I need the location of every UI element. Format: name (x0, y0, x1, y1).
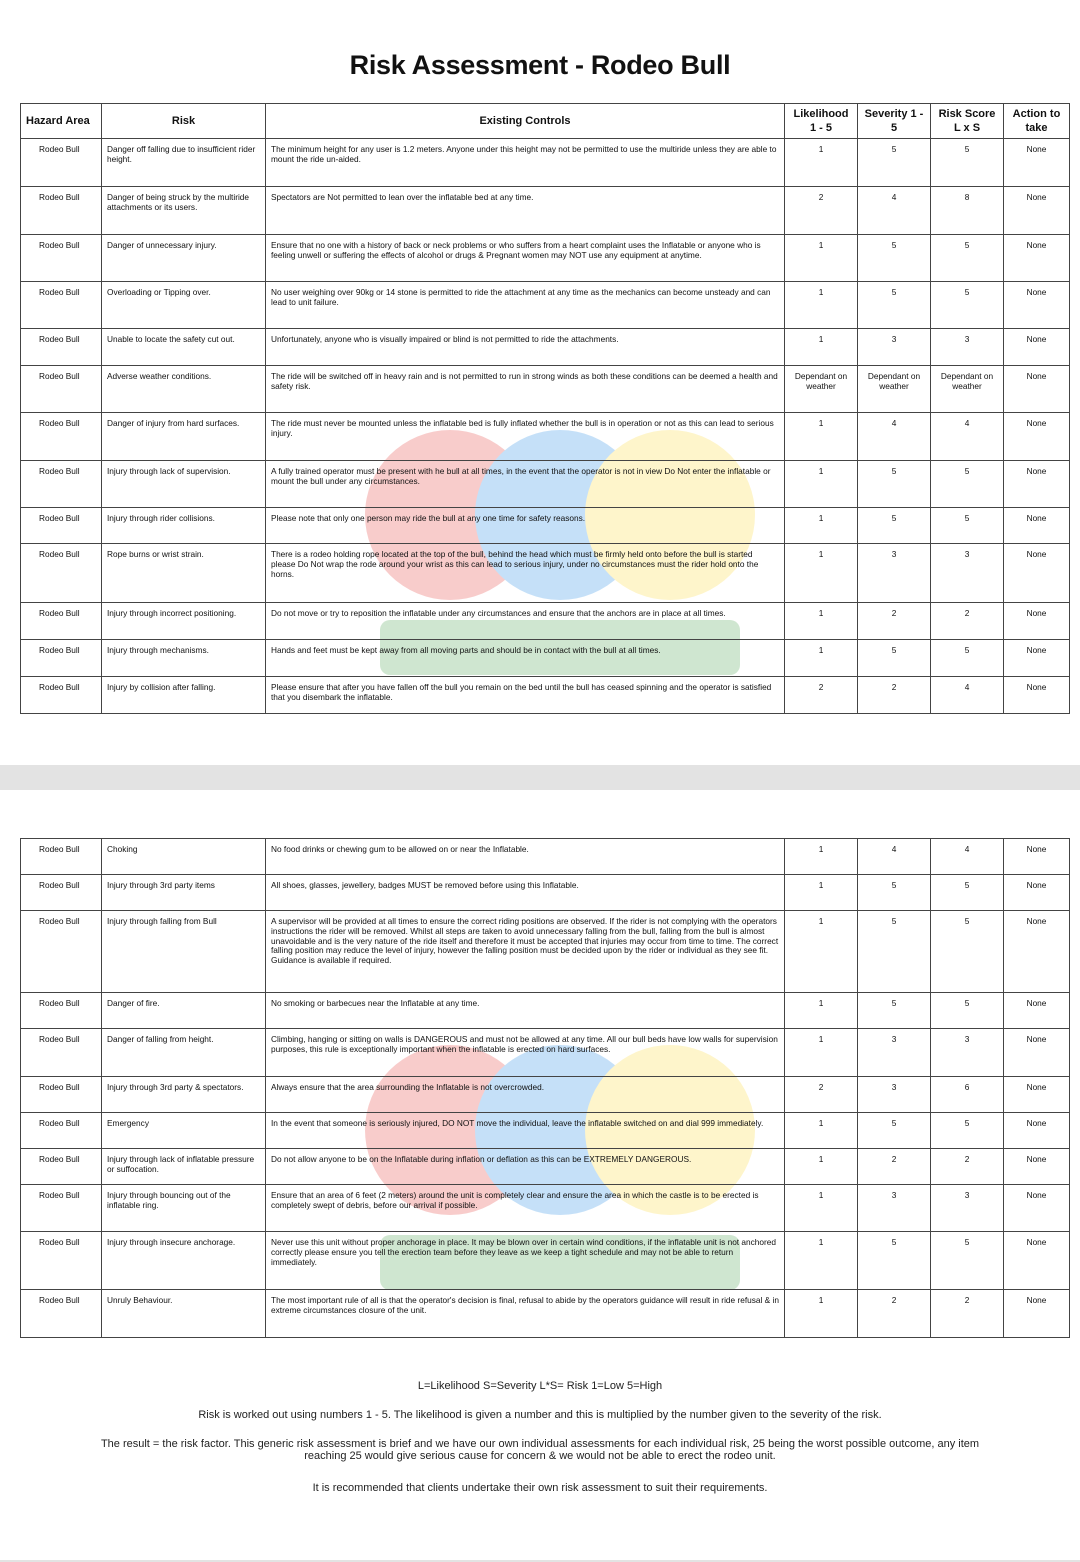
hazard-area-cell: Rodeo Bull (21, 413, 102, 461)
table-row (21, 1077, 1070, 1113)
risk-score-cell: 5 (931, 911, 1004, 993)
table-row (21, 366, 1070, 413)
controls-cell: The ride must never be mounted unless the inflatable bed is fully inflated whether the bull is in operation or not as this can lead to serious injury. (266, 413, 785, 461)
risk-table-body (21, 139, 1070, 714)
risk-cell: Injury through 3rd party & spectators. (102, 1077, 266, 1113)
likelihood-cell: 1 (785, 1149, 858, 1185)
risk-score-cell: 5 (931, 993, 1004, 1029)
action-cell: None (1004, 640, 1070, 677)
risk-cell: Danger of being struck by the multiride attachments or its users. (102, 187, 266, 235)
table-row (21, 461, 1070, 508)
risk-score-cell: 8 (931, 187, 1004, 235)
table-row (21, 839, 1070, 875)
risk-cell: Danger off falling due to insufficient rider height. (102, 139, 266, 187)
action-cell: None (1004, 677, 1070, 714)
likelihood-cell: 1 (785, 1185, 858, 1232)
severity-cell: 3 (858, 1077, 931, 1113)
likelihood-cell: 1 (785, 139, 858, 187)
table-row (21, 544, 1070, 603)
likelihood-cell: 1 (785, 235, 858, 282)
controls-cell: Never use this unit without proper anchorage in place. It may be blown over in certain wind conditions, if the inflatable unit is not anchored correctly please ensure you tell the erection team before they leave as we keep a tight schedule and may not be able to return immediately. (266, 1232, 785, 1290)
controls-cell: The minimum height for any user is 1.2 meters. Anyone under this height may not be permitted to use the multiride unless they are able to mount the ride un-aided. (266, 139, 785, 187)
severity-cell: 5 (858, 911, 931, 993)
risk-score-cell: 5 (931, 1113, 1004, 1149)
page-title: Risk Assessment - Rodeo Bull (349, 50, 731, 80)
table-row (21, 993, 1070, 1029)
action-cell: None (1004, 1185, 1070, 1232)
table-row (21, 1113, 1070, 1149)
risk-cell: Unable to locate the safety cut out. (102, 329, 266, 366)
controls-cell: No smoking or barbecues near the Inflatable at any time. (266, 993, 785, 1029)
controls-cell: There is a rodeo holding rope located at the top of the bull, behind the head which must be firmly held onto before the bull is started please Do Not wrap the rode around your wrist as this can lead to serious injury, under no circumstances must the rider hold onto the horns. (266, 544, 785, 603)
severity-cell: 3 (858, 544, 931, 603)
risk-table-page-2 (20, 838, 1070, 1338)
risk-table-body (21, 839, 1070, 1338)
severity-cell: 5 (858, 461, 931, 508)
action-cell: None (1004, 1232, 1070, 1290)
severity-cell: 5 (858, 875, 931, 911)
action-cell: None (1004, 1290, 1070, 1338)
likelihood-cell: Dependant on weather (785, 366, 858, 413)
risk-cell: Injury through mechanisms. (102, 640, 266, 677)
severity-cell: 5 (858, 508, 931, 544)
severity-cell: 5 (858, 1232, 931, 1290)
legend-explanation: Risk is worked out using numbers 1 - 5. The likelihood is given a number and this is multiplied by the number given to the severity of the risk. (198, 1409, 882, 1421)
severity-cell: 3 (858, 329, 931, 366)
severity-cell: 2 (858, 603, 931, 640)
risk-cell: Emergency (102, 1113, 266, 1149)
table-row (21, 1029, 1070, 1077)
severity-cell: Dependant on weather (858, 366, 931, 413)
risk-cell: Adverse weather conditions. (102, 366, 266, 413)
risk-score-cell: 3 (931, 329, 1004, 366)
risk-table-page-1 (20, 103, 1070, 714)
likelihood-cell: 1 (785, 282, 858, 329)
action-cell: None (1004, 1077, 1070, 1113)
action-cell: None (1004, 911, 1070, 993)
likelihood-cell: 1 (785, 1113, 858, 1149)
severity-cell: 2 (858, 677, 931, 714)
table-row (21, 911, 1070, 993)
action-cell: None (1004, 329, 1070, 366)
hazard-area-cell: Rodeo Bull (21, 1185, 102, 1232)
severity-cell: 2 (858, 1290, 931, 1338)
table-row (21, 235, 1070, 282)
hazard-area-cell: Rodeo Bull (21, 1113, 102, 1149)
severity-cell: 5 (858, 282, 931, 329)
severity-cell: 4 (858, 839, 931, 875)
header-action: Action to take (1004, 104, 1070, 139)
risk-cell: Danger of injury from hard surfaces. (102, 413, 266, 461)
table-row (21, 139, 1070, 187)
severity-cell: 4 (858, 187, 931, 235)
controls-cell: Ensure that no one with a history of back or neck problems or who suffers from a heart complaint uses the Inflatable or anyone who is feeling unwell or suffering the effects of alcohol or drugs & Pregnant women may NOT use any equipment at anytime. (266, 235, 785, 282)
likelihood-cell: 1 (785, 839, 858, 875)
severity-cell: 5 (858, 139, 931, 187)
risk-cell: Injury through falling from Bull (102, 911, 266, 993)
hazard-area-cell: Rodeo Bull (21, 282, 102, 329)
likelihood-cell: 2 (785, 187, 858, 235)
risk-cell: Injury through lack of supervision. (102, 461, 266, 508)
hazard-area-cell: Rodeo Bull (21, 839, 102, 875)
likelihood-cell: 2 (785, 677, 858, 714)
likelihood-cell: 1 (785, 640, 858, 677)
risk-score-cell: 5 (931, 235, 1004, 282)
likelihood-cell: 1 (785, 1290, 858, 1338)
header-likelihood: Likelihood 1 - 5 (785, 104, 858, 139)
likelihood-cell: 1 (785, 911, 858, 993)
action-cell: None (1004, 603, 1070, 640)
severity-cell: 2 (858, 1149, 931, 1185)
risk-score-cell: 5 (931, 875, 1004, 911)
risk-score-cell: 3 (931, 544, 1004, 603)
header-severity: Severity 1 - 5 (858, 104, 931, 139)
likelihood-cell: 1 (785, 544, 858, 603)
risk-cell: Rope burns or wrist strain. (102, 544, 266, 603)
hazard-area-cell: Rodeo Bull (21, 993, 102, 1029)
risk-score-cell: 2 (931, 603, 1004, 640)
risk-score-cell: 3 (931, 1185, 1004, 1232)
likelihood-cell: 1 (785, 413, 858, 461)
risk-cell: Injury by collision after falling. (102, 677, 266, 714)
hazard-area-cell: Rodeo Bull (21, 1029, 102, 1077)
hazard-area-cell: Rodeo Bull (21, 677, 102, 714)
controls-cell: Do not move or try to reposition the inflatable under any circumstances and ensure that the anchors are in place at all times. (266, 603, 785, 640)
likelihood-cell: 1 (785, 329, 858, 366)
risk-cell: Injury through bouncing out of the inflatable ring. (102, 1185, 266, 1232)
severity-cell: 4 (858, 413, 931, 461)
table-row (21, 1232, 1070, 1290)
table-row (21, 1185, 1070, 1232)
hazard-area-cell: Rodeo Bull (21, 1290, 102, 1338)
severity-cell: 5 (858, 1113, 931, 1149)
likelihood-cell: 2 (785, 1077, 858, 1113)
table-row (21, 413, 1070, 461)
risk-cell: Overloading or Tipping over. (102, 282, 266, 329)
risk-cell: Injury through incorrect positioning. (102, 603, 266, 640)
header-existing-controls: Existing Controls (266, 104, 785, 139)
controls-cell: The most important rule of all is that the operator's decision is final, refusal to abide by the operators guidance will result in ride refusal & in extreme circumstances closure of the unit. (266, 1290, 785, 1338)
action-cell: None (1004, 139, 1070, 187)
risk-score-cell: 5 (931, 1232, 1004, 1290)
controls-cell: Hands and feet must be kept away from all moving parts and should be in contact with the bull at all times. (266, 640, 785, 677)
risk-score-cell: 4 (931, 839, 1004, 875)
controls-cell: Please ensure that after you have fallen off the bull you remain on the bed until the bull has ceased spinning and the operator is satisfied that you disembark the inflatable. (266, 677, 785, 714)
action-cell: None (1004, 875, 1070, 911)
risk-cell: Injury through insecure anchorage. (102, 1232, 266, 1290)
action-cell: None (1004, 508, 1070, 544)
likelihood-cell: 1 (785, 603, 858, 640)
likelihood-cell: 1 (785, 1232, 858, 1290)
header-risk: Risk (102, 104, 266, 139)
controls-cell: All shoes, glasses, jewellery, badges MUST be removed before using this Inflatable. (266, 875, 785, 911)
risk-score-cell: 6 (931, 1077, 1004, 1113)
severity-cell: 3 (858, 1185, 931, 1232)
action-cell: None (1004, 1029, 1070, 1077)
risk-score-cell: 5 (931, 640, 1004, 677)
hazard-area-cell: Rodeo Bull (21, 329, 102, 366)
hazard-area-cell: Rodeo Bull (21, 461, 102, 508)
controls-cell: Climbing, hanging or sitting on walls is DANGEROUS and must not be allowed at any time. All our bull beds have low walls for supervision purposes, this rule is exceptionally important when the inflatable is erected on hard surfaces. (266, 1029, 785, 1077)
risk-cell: Danger of fire. (102, 993, 266, 1029)
hazard-area-cell: Rodeo Bull (21, 875, 102, 911)
likelihood-cell: 1 (785, 461, 858, 508)
risk-score-cell: 2 (931, 1149, 1004, 1185)
hazard-area-cell: Rodeo Bull (21, 1149, 102, 1185)
table-row (21, 603, 1070, 640)
risk-score-cell: 4 (931, 677, 1004, 714)
risk-cell: Injury through 3rd party items (102, 875, 266, 911)
hazard-area-cell: Rodeo Bull (21, 235, 102, 282)
risk-cell: Injury through lack of inflatable pressure or suffocation. (102, 1149, 266, 1185)
hazard-area-cell: Rodeo Bull (21, 1077, 102, 1113)
controls-cell: In the event that someone is seriously injured, DO NOT move the individual, leave the inflatable switched on and dial 999 immediately. (266, 1113, 785, 1149)
hazard-area-cell: Rodeo Bull (21, 508, 102, 544)
table-row (21, 677, 1070, 714)
action-cell: None (1004, 366, 1070, 413)
controls-cell: Unfortunately, anyone who is visually impaired or blind is not permitted to ride the attachments. (266, 329, 785, 366)
risk-score-cell: 5 (931, 139, 1004, 187)
controls-cell: Please note that only one person may ride the bull at any one time for safety reasons. (266, 508, 785, 544)
action-cell: None (1004, 1149, 1070, 1185)
controls-cell: No food drinks or chewing gum to be allowed on or near the Inflatable. (266, 839, 785, 875)
action-cell: None (1004, 544, 1070, 603)
action-cell: None (1004, 993, 1070, 1029)
risk-cell: Choking (102, 839, 266, 875)
action-cell: None (1004, 282, 1070, 329)
risk-score-cell: 4 (931, 413, 1004, 461)
risk-score-cell: 3 (931, 1029, 1004, 1077)
table-row (21, 640, 1070, 677)
table-row (21, 875, 1070, 911)
controls-cell: Always ensure that the area surrounding the Inflatable is not overcrowded. (266, 1077, 785, 1113)
action-cell: None (1004, 235, 1070, 282)
hazard-area-cell: Rodeo Bull (21, 1232, 102, 1290)
controls-cell: Spectators are Not permitted to lean over the inflatable bed at any time. (266, 187, 785, 235)
hazard-area-cell: Rodeo Bull (21, 603, 102, 640)
table-row (21, 1149, 1070, 1185)
hazard-area-cell: Rodeo Bull (21, 187, 102, 235)
controls-cell: The ride will be switched off in heavy rain and is not permitted to run in strong winds as both these conditions can be deemed a health and safety risk. (266, 366, 785, 413)
risk-score-cell: 2 (931, 1290, 1004, 1338)
likelihood-cell: 1 (785, 993, 858, 1029)
likelihood-cell: 1 (785, 875, 858, 911)
likelihood-cell: 1 (785, 508, 858, 544)
table-row (21, 187, 1070, 235)
hazard-area-cell: Rodeo Bull (21, 640, 102, 677)
hazard-area-cell: Rodeo Bull (21, 544, 102, 603)
severity-cell: 3 (858, 1029, 931, 1077)
table-row (21, 282, 1070, 329)
action-cell: None (1004, 413, 1070, 461)
severity-cell: 5 (858, 640, 931, 677)
hazard-area-cell: Rodeo Bull (21, 911, 102, 993)
controls-cell: No user weighing over 90kg or 14 stone is permitted to ride the attachment at any time as the mechanics can become unsteady and can lead to unit failure. (266, 282, 785, 329)
header-hazard-area: Hazard Area (21, 104, 102, 139)
likelihood-cell: 1 (785, 1029, 858, 1077)
hazard-area-cell: Rodeo Bull (21, 139, 102, 187)
severity-cell: 5 (858, 235, 931, 282)
risk-score-cell: Dependant on weather (931, 366, 1004, 413)
legend-recommendation: It is recommended that clients undertake their own risk assessment to suit their requirements. (312, 1482, 768, 1494)
action-cell: None (1004, 839, 1070, 875)
risk-score-cell: 5 (931, 508, 1004, 544)
risk-score-cell: 5 (931, 461, 1004, 508)
table-row (21, 329, 1070, 366)
action-cell: None (1004, 187, 1070, 235)
action-cell: None (1004, 461, 1070, 508)
action-cell: None (1004, 1113, 1070, 1149)
controls-cell: A fully trained operator must be present with he bull at all times, in the event that the operator is not in view Do Not enter the inflatable or mount the bull under any circumstances. (266, 461, 785, 508)
controls-cell: A supervisor will be provided at all times to ensure the correct riding positions are observed. If the rider is not complying with the operators instructions the rider will be removed. Whilst all steps are taken to avoid unnecessary falling from the bull, falling from the bull is almost unavoidable and is the very nature of the ride itself and therefore it must be accepted that injuries may occur from time to time. The correct falling position may reduce the level of injury, however the falling position must be decided upon by the rider or individual as they see fit. Guidance is available if required. (266, 911, 785, 993)
hazard-area-cell: Rodeo Bull (21, 366, 102, 413)
severity-cell: 5 (858, 993, 931, 1029)
table-row (21, 508, 1070, 544)
legend-key: L=Likelihood S=Severity L*S= Risk 1=Low 5=High (417, 1380, 663, 1392)
risk-cell: Danger of unnecessary injury. (102, 235, 266, 282)
risk-score-cell: 5 (931, 282, 1004, 329)
controls-cell: Do not allow anyone to be on the Inflatable during inflation or deflation as this can be EXTREMELY DANGEROUS. (266, 1149, 785, 1185)
legend-result-note: The result = the risk factor. This generic risk assessment is brief and we have our own individual assessments for each individual risk, 25 being the worst possible outcome, any item reaching 25 would give serious cause for concern & we would not be able to erect the rodeo unit. (100, 1438, 980, 1462)
risk-cell: Unruly Behaviour. (102, 1290, 266, 1338)
risk-cell: Injury through rider collisions. (102, 508, 266, 544)
header-risk-score: Risk Score L x S (931, 104, 1004, 139)
controls-cell: Ensure that an area of 6 feet (2 meters) around the unit is completely clear and ensure the area in which the castle is to be erected is completely swept of debris, before our arrival if possible. (266, 1185, 785, 1232)
table-row (21, 1290, 1070, 1338)
risk-cell: Danger of falling from height. (102, 1029, 266, 1077)
